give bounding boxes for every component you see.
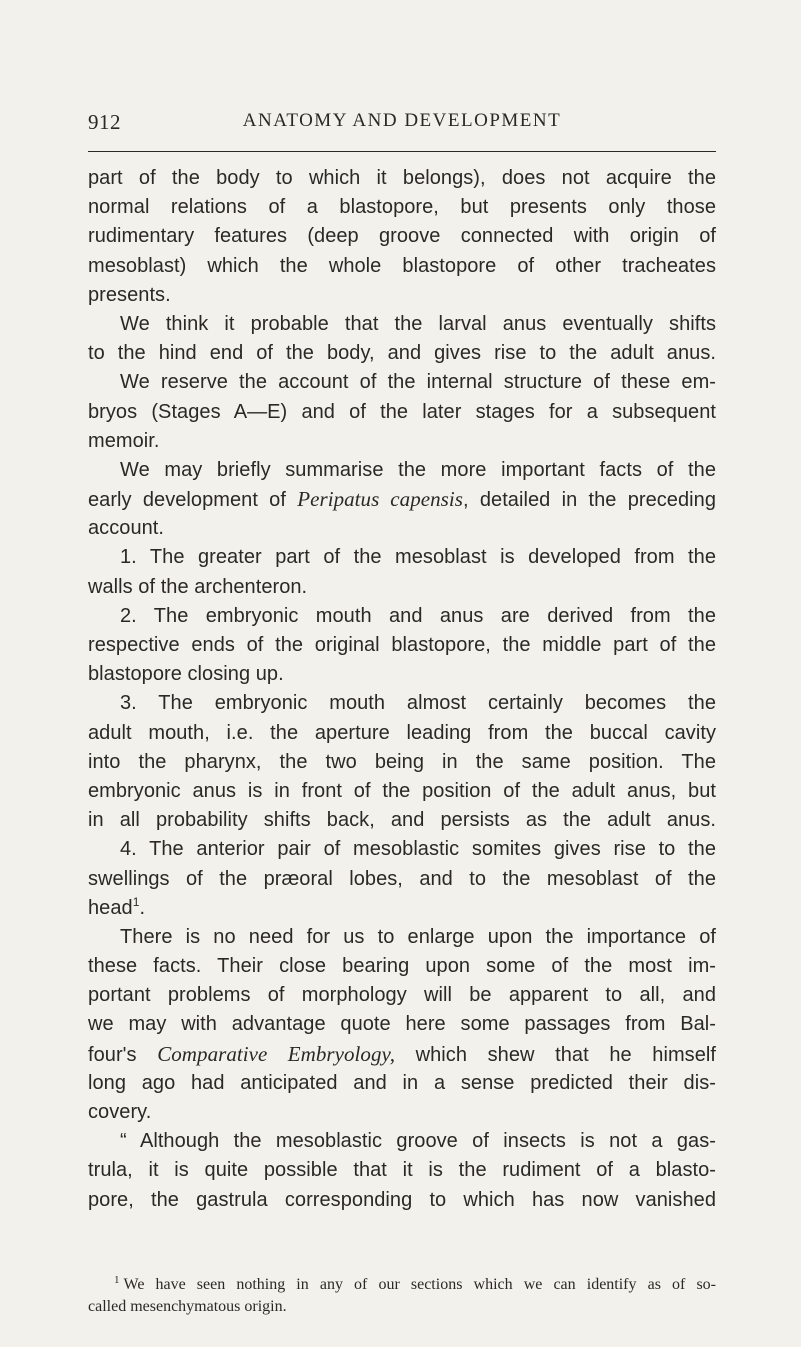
text-line: There is no need for us to enlarge upon the importance of	[120, 925, 716, 948]
text-line: We reserve the account of the internal structure of these em-	[120, 371, 716, 394]
text-line: blastopore closing up.	[88, 663, 284, 686]
text-line: 3. The embryonic mouth almost certainly becomes the	[120, 692, 716, 715]
text-line: respective ends of the original blastopore, the middle part of the	[88, 634, 716, 656]
text-line: embryonic anus is in front of the position of the adult anus, but	[88, 779, 716, 802]
text-line: 4. The anterior pair of mesoblastic somites gives rise to the	[120, 838, 716, 861]
text-line: part of the body to which it belongs), does not acquire the	[88, 167, 716, 189]
page-header	[88, 110, 716, 140]
text-line: we may with advantage quote here some passages from Bal-	[88, 1013, 716, 1036]
text-run: which shew that he himself	[395, 1043, 716, 1066]
text-line: pore, the gastrula corresponding to which has now vanished	[88, 1188, 716, 1211]
text-line	[88, 894, 716, 923]
text-line	[88, 485, 716, 514]
species-name: Peripatus capensis	[297, 487, 463, 512]
page-number: 912	[88, 110, 121, 134]
footnote-text: We have seen nothing in any of our sections which we can identify as of so-	[123, 1276, 716, 1293]
text-line: portant problems of morphology will be apparent to all, and	[88, 984, 716, 1007]
footnote-line	[88, 1274, 716, 1296]
footnotes	[88, 1274, 716, 1318]
text-line: bryos (Stages A—E) and of the later stages for a subsequent	[88, 400, 716, 423]
running-head: ANATOMY AND DEVELOPMENT	[242, 110, 562, 131]
text-line: in all probability shifts back, and persists as the adult anus.	[88, 809, 716, 832]
text-line: trula, it is quite possible that it is the rudiment of a blasto-	[88, 1159, 716, 1182]
text-line: memoir.	[88, 429, 160, 452]
text-run: , detailed in the preceding	[463, 489, 716, 512]
text-run: .	[139, 896, 146, 919]
text-line	[88, 1040, 716, 1069]
text-line: We think it probable that the larval anus eventually shifts	[120, 312, 716, 335]
text-line: mesoblast) which the whole blastopore of other tracheates	[88, 254, 716, 277]
text-line: 1. The greater part of the mesoblast is developed from the	[120, 546, 716, 569]
text-line: rudimentary features (deep groove connected with origin of	[88, 225, 716, 248]
text-line: to the hind end of the body, and gives rise to the adult anus.	[88, 342, 716, 365]
footnote-line: called mesenchymatous origin.	[88, 1298, 287, 1315]
footnote-reference[interactable]: 1	[132, 894, 140, 909]
text-run: head	[88, 896, 133, 919]
text-line: normal relations of a blastopore, but presents only those	[88, 196, 716, 219]
text-line: presents.	[88, 283, 171, 306]
text-line: account.	[88, 517, 165, 540]
text-line: long ago had anticipated and in a sense predicted their dis-	[88, 1071, 716, 1094]
text-line: into the pharynx, the two being in the same position. The	[88, 750, 716, 773]
book-title: Comparative Embryology,	[157, 1041, 396, 1066]
text-line: 2. The embryonic mouth and anus are derived from the	[120, 604, 716, 627]
text-line: adult mouth, i.e. the aperture leading from the buccal cavity	[88, 721, 716, 744]
header-rule	[88, 151, 716, 152]
text-line: “ Although the mesoblastic groove of insects is not a gas-	[120, 1130, 716, 1153]
text-line: walls of the archenteron.	[88, 575, 308, 598]
text-line: We may briefly summarise the more important facts of the	[120, 458, 716, 481]
text-run: early development of	[88, 489, 298, 512]
body-text	[88, 164, 716, 1215]
text-line: swellings of the præoral lobes, and to the mesoblast of the	[88, 867, 716, 890]
text-line: these facts. Their close bearing upon some of the most im-	[88, 955, 716, 978]
text-line: covery.	[88, 1101, 152, 1123]
footnote-marker: 1	[114, 1274, 120, 1286]
text-run: four's	[88, 1043, 158, 1066]
